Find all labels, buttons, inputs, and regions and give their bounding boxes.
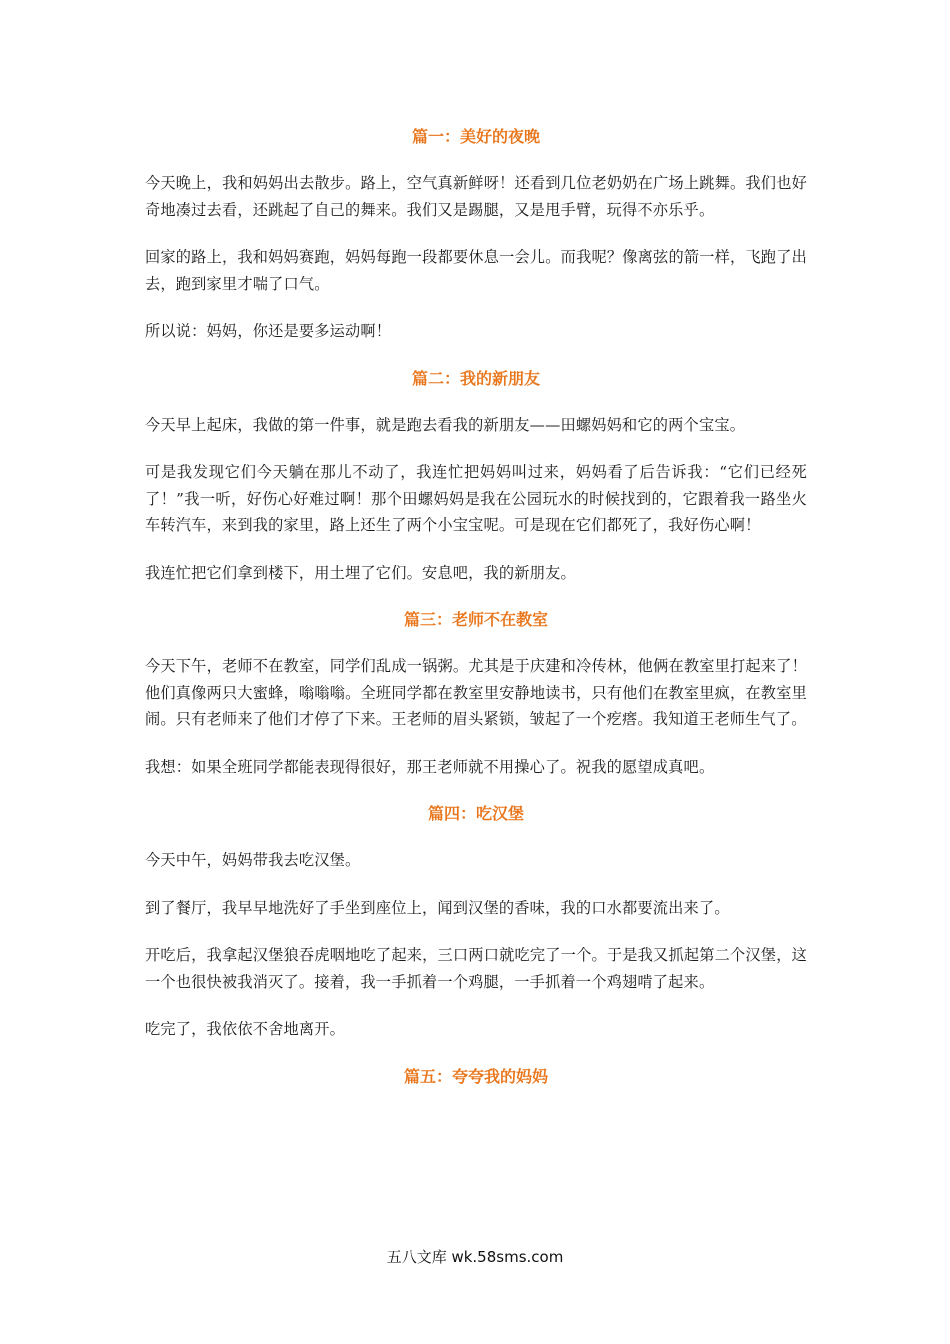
paragraph: 回家的路上，我和妈妈赛跑，妈妈每跑一段都要休息一会儿。而我呢？像离弦的箭一样，飞跑了出去，跑到家里才喘了口气。: [145, 248, 807, 293]
paragraph: 到了餐厅，我早早地洗好了手坐到座位上，闻到汉堡的香味，我的口水都要流出来了。: [145, 898, 730, 917]
paragraph: 我连忙把它们拿到楼下，用土埋了它们。安息吧，我的新朋友。: [145, 563, 576, 582]
paragraph: 今天晚上，我和妈妈出去散步。路上，空气真新鲜呀！还看到几位老奶奶在广场上跳舞。我们也好奇地凑过去看，还跳起了自己的舞来。我们又是踢腿，又是甩手臂，玩得不亦乐乎。: [145, 174, 807, 219]
section-title: 篇五：夸夸我的妈妈: [403, 1066, 548, 1086]
section-title: 篇四：吃汉堡: [427, 804, 524, 823]
paragraph: 今天下午，老师不在教室，同学们乱成一锅粥。尤其是于庆建和冷传林，他俩在教室里打起来了！他们真像两只大蜜蜂，嗡嗡嗡。全班同学都在教室里安静地读书，只有他们在教室里疯，在教室里闹。只有老师来了他们才停了下来。王老师的眉头紧锁，皱起了一个疙瘩。我知道王老师生气了。: [145, 657, 807, 728]
section-title: 篇二：我的新朋友: [411, 368, 540, 388]
paragraph: 今天早上起床，我做的第一件事，就是跑去看我的新朋友——田螺妈妈和它的两个宝宝。: [145, 415, 746, 434]
paragraph: 可是我发现它们今天躺在那儿不动了，我连忙把妈妈叫过来，妈妈看了后告诉我：“它们已经死了！”我一听，好伤心好难过啊！那个田螺妈妈是我在公园玩水的时候找到的，它跟着我一路坐火车转汽车，来到我的家里，路上还生了两个小宝宝呢。可是现在它们都死了，我好伤心啊！: [145, 463, 807, 534]
document-body: [145, 124, 807, 1110]
paragraph: 开吃后，我拿起汉堡狼吞虎咽地吃了起来，三口两口就吃完了一个。于是我又抓起第二个汉堡，这一个也很快被我消灭了。接着，我一手抓着一个鸡腿，一手抓着一个鸡翅啃了起来。: [145, 946, 807, 991]
paragraph: 吃完了，我依依不舍地离开。: [145, 1020, 346, 1038]
paragraph: 今天中午，妈妈带我去吃汉堡。: [145, 851, 361, 869]
paragraph: 我想：如果全班同学都能表现得很好，那王老师就不用操心了。祝我的愿望成真吧。: [145, 757, 715, 776]
section-title: 篇一：美好的夜晚: [411, 127, 540, 146]
paragraph: 所以说：妈妈，你还是要多运动啊！: [145, 322, 392, 340]
section-title: 篇三：老师不在教室: [403, 610, 548, 629]
footer-watermark: 五八文库 wk.58sms.com: [386, 1248, 564, 1266]
